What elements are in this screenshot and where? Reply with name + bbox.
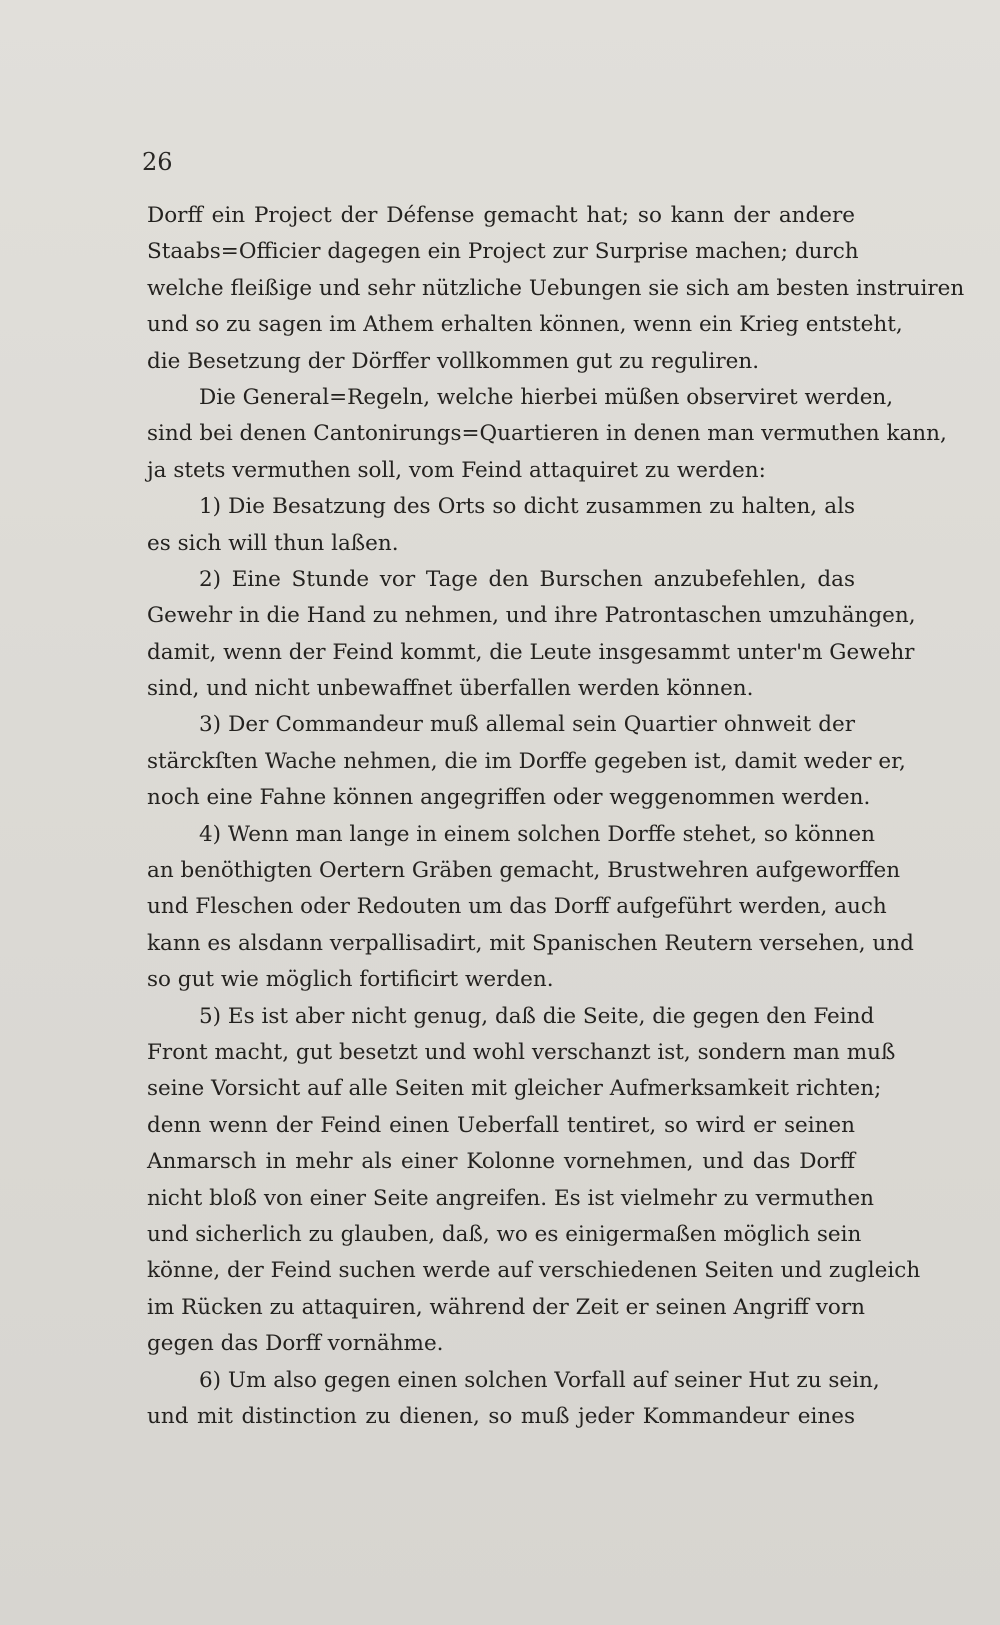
body-text (147, 198, 965, 1435)
text-line: und mit distinction zu dienen, so muß jeder Kommandeur eines (147, 1403, 855, 1429)
text-line: an benöthigten Oertern Gräben gemacht, Brustwehren aufgeworffen (147, 858, 901, 884)
text-line: 6) Um also gegen einen solchen Vorfall auf seiner Hut zu sein, (199, 1367, 880, 1393)
text-line: Anmarsch in mehr als einer Kolonne vornehmen, und das Dorff (147, 1149, 855, 1175)
text-line: Dorff ein Project der Défense gemacht hat; so kann der andere (147, 203, 855, 228)
text-line: im Rücken zu attaquiren, während der Zeit er seinen Angriff vorn (147, 1294, 865, 1320)
text-line: sind bei denen Cantonirungs=Quartieren in denen man vermuthen kann, (147, 421, 947, 447)
text-line: und Fleschen oder Redouten um das Dorff aufgeführt werden, auch (147, 894, 887, 920)
text-line: gegen das Dorff vornähme. (147, 1331, 444, 1357)
text-line: sind, und nicht unbewaffnet überfallen werden können. (147, 676, 754, 702)
text-line: noch eine Fahne können angegriffen oder weggenommen werden. (147, 785, 871, 811)
text-line: könne, der Feind suchen werde auf verschiedenen Seiten und zugleich (147, 1258, 921, 1284)
text-line: so gut wie möglich fortificirt werden. (147, 967, 554, 993)
text-line: welche fleißige und sehr nützliche Uebungen sie sich am besten instruiren (147, 275, 965, 301)
text-line: es sich will thun laßen. (147, 530, 399, 556)
text-line: 1) Die Besatzung des Orts so dicht zusammen zu halten, als (199, 494, 855, 520)
text-line: kann es alsdann verpallisadirt, mit Spanischen Reutern versehen, und (147, 930, 914, 956)
text-line: Front macht, gut besetzt und wohl verschanzt ist, sondern man muß (147, 1039, 896, 1065)
text-line: nicht bloß von einer Seite angreifen. Es ist vielmehr zu vermuthen (147, 1185, 875, 1211)
text-line: 4) Wenn man lange in einem solchen Dorffe stehet, so können (199, 821, 875, 847)
text-line: 3) Der Commandeur muß allemal sein Quartier ohnweit der (199, 712, 855, 738)
text-line: denn wenn der Feind einen Ueberfall tentiret, so wird er seinen (147, 1112, 855, 1138)
text-line: damit, wenn der Feind kommt, die Leute insgesammt unter'm Gewehr (147, 639, 915, 665)
text-line: Gewehr in die Hand zu nehmen, und ihre Patrontaschen umzuhängen, (147, 603, 916, 629)
page-number: 26 (142, 148, 173, 176)
text-line: und so zu sagen im Athem erhalten können, wenn ein Krieg entsteht, (147, 312, 903, 338)
text-line: 2) Eine Stunde vor Tage den Burschen anzubefehlen, das (199, 566, 855, 592)
text-line: ja stets vermuthen soll, vom Feind attaquiret zu werden: (147, 457, 766, 483)
text-line: seine Vorsicht auf alle Seiten mit gleicher Aufmerksamkeit richten; (147, 1076, 882, 1102)
text-line: die Besetzung der Dörffer vollkommen gut zu reguliren. (147, 348, 760, 374)
text-line: 5) Es ist aber nicht genug, daß die Seite, die gegen den Feind (199, 1003, 875, 1029)
text-line: Staabs=Officier dagegen ein Project zur Surprise machen; durch (147, 239, 859, 265)
text-line: stärckſten Wache nehmen, die im Dorffe gegeben ist, damit weder er, (147, 748, 906, 774)
text-line: Die General=Regeln, welche hierbei müßen observiret werden, (199, 384, 894, 410)
text-line: und sicherlich zu glauben, daß, wo es einigermaßen möglich sein (147, 1221, 862, 1247)
